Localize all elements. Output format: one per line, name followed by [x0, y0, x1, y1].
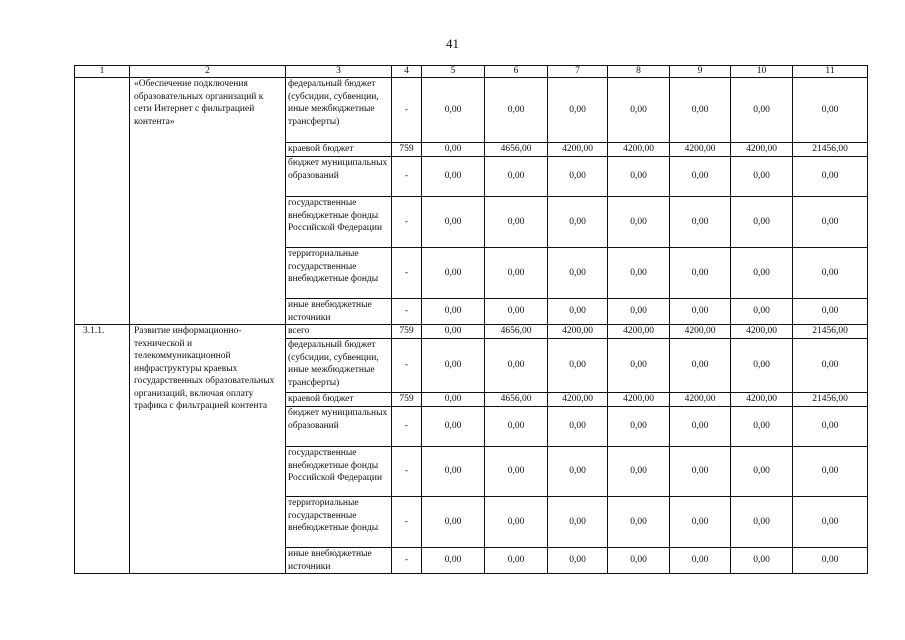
amount-cell: 0,00 — [670, 407, 731, 447]
amount-cell: 0,00 — [548, 339, 608, 393]
amount-cell: 0,00 — [608, 407, 670, 447]
funding-source: территориальные государственные внебюджетные фонды — [286, 497, 392, 548]
amount-cell: 0,00 — [485, 407, 548, 447]
funding-source: всего — [286, 325, 392, 339]
amount-cell: 21456,00 — [793, 143, 868, 157]
amount-cell: 4200,00 — [608, 325, 670, 339]
amount-cell: 0,00 — [422, 548, 485, 574]
column-number-1: 1 — [75, 66, 130, 78]
amount-cell: 0,00 — [793, 407, 868, 447]
column-number-10: 10 — [731, 66, 793, 78]
budget-code: 759 — [392, 393, 422, 407]
budget-code: - — [392, 78, 422, 143]
column-number-8: 8 — [608, 66, 670, 78]
amount-cell: 0,00 — [485, 248, 548, 299]
amount-cell: 0,00 — [731, 407, 793, 447]
amount-cell: 0,00 — [793, 339, 868, 393]
amount-cell: 0,00 — [422, 407, 485, 447]
budget-code: 759 — [392, 325, 422, 339]
amount-cell: 4200,00 — [548, 143, 608, 157]
amount-cell: 0,00 — [793, 157, 868, 197]
budget-code: - — [392, 157, 422, 197]
amount-cell: 0,00 — [731, 78, 793, 143]
funding-source: бюджет муниципальных образований — [286, 157, 392, 197]
funding-source: иные внебюджетные источники — [286, 299, 392, 325]
table-row — [75, 325, 868, 339]
funding-source: краевой бюджет — [286, 143, 392, 157]
amount-cell: 0,00 — [793, 497, 868, 548]
funding-source: государственные внебюджетные фонды Российской Федерации — [286, 447, 392, 497]
amount-cell: 4200,00 — [608, 143, 670, 157]
amount-cell: 0,00 — [422, 78, 485, 143]
amount-cell: 0,00 — [793, 248, 868, 299]
amount-cell: 0,00 — [608, 339, 670, 393]
amount-cell: 0,00 — [485, 497, 548, 548]
amount-cell: 0,00 — [485, 299, 548, 325]
amount-cell: 0,00 — [670, 248, 731, 299]
amount-cell: 0,00 — [548, 157, 608, 197]
amount-cell: 0,00 — [422, 157, 485, 197]
budget-code: 759 — [392, 143, 422, 157]
column-number-11: 11 — [793, 66, 868, 78]
amount-cell: 4200,00 — [548, 325, 608, 339]
amount-cell: 0,00 — [485, 548, 548, 574]
amount-cell: 0,00 — [485, 78, 548, 143]
amount-cell: 0,00 — [485, 197, 548, 248]
amount-cell: 0,00 — [670, 299, 731, 325]
column-number-6: 6 — [485, 66, 548, 78]
amount-cell: 0,00 — [793, 197, 868, 248]
amount-cell: 0,00 — [548, 447, 608, 497]
amount-cell: 4200,00 — [548, 393, 608, 407]
amount-cell: 0,00 — [670, 197, 731, 248]
budget-code: - — [392, 407, 422, 447]
funding-source: государственные внебюджетные фонды Российской Федерации — [286, 197, 392, 248]
amount-cell: 0,00 — [608, 447, 670, 497]
amount-cell: 0,00 — [793, 78, 868, 143]
column-number-5: 5 — [422, 66, 485, 78]
amount-cell: 0,00 — [548, 299, 608, 325]
amount-cell: 0,00 — [608, 248, 670, 299]
amount-cell: 0,00 — [731, 447, 793, 497]
budget-table — [74, 65, 868, 574]
item-code: 3.1.1. — [75, 325, 130, 574]
amount-cell: 4200,00 — [670, 325, 731, 339]
amount-cell: 0,00 — [485, 447, 548, 497]
amount-cell: 0,00 — [422, 325, 485, 339]
header-row — [75, 66, 868, 78]
amount-cell: 0,00 — [608, 548, 670, 574]
amount-cell: 0,00 — [485, 339, 548, 393]
funding-source: иные внебюджетные источники — [286, 548, 392, 574]
amount-cell: 0,00 — [793, 299, 868, 325]
amount-cell: 0,00 — [422, 339, 485, 393]
amount-cell: 0,00 — [422, 447, 485, 497]
amount-cell: 0,00 — [548, 78, 608, 143]
amount-cell: 0,00 — [608, 299, 670, 325]
amount-cell: 0,00 — [670, 339, 731, 393]
amount-cell: 21456,00 — [793, 393, 868, 407]
amount-cell: 0,00 — [422, 248, 485, 299]
amount-cell: 4200,00 — [670, 143, 731, 157]
amount-cell: 4200,00 — [731, 143, 793, 157]
amount-cell: 0,00 — [731, 497, 793, 548]
amount-cell: 0,00 — [731, 248, 793, 299]
amount-cell: 0,00 — [731, 197, 793, 248]
item-code — [75, 78, 130, 325]
amount-cell: 0,00 — [422, 497, 485, 548]
amount-cell: 0,00 — [608, 157, 670, 197]
amount-cell: 4656,00 — [485, 325, 548, 339]
amount-cell: 0,00 — [485, 157, 548, 197]
amount-cell: 21456,00 — [793, 325, 868, 339]
amount-cell: 0,00 — [548, 197, 608, 248]
column-number-3: 3 — [286, 66, 392, 78]
amount-cell: 4656,00 — [485, 143, 548, 157]
column-number-2: 2 — [130, 66, 286, 78]
amount-cell: 4200,00 — [608, 393, 670, 407]
amount-cell: 0,00 — [793, 447, 868, 497]
amount-cell: 0,00 — [670, 447, 731, 497]
amount-cell: 0,00 — [731, 548, 793, 574]
amount-cell: 0,00 — [670, 548, 731, 574]
amount-cell: 0,00 — [731, 299, 793, 325]
funding-source: федеральный бюджет (субсидии, субвенции, иные межбюджетные трансферты) — [286, 339, 392, 393]
funding-source: территориальные государственные внебюджетные фонды — [286, 248, 392, 299]
amount-cell: 0,00 — [608, 197, 670, 248]
budget-code: - — [392, 548, 422, 574]
budget-code: - — [392, 299, 422, 325]
amount-cell: 0,00 — [548, 407, 608, 447]
amount-cell: 0,00 — [548, 497, 608, 548]
amount-cell: 0,00 — [670, 78, 731, 143]
amount-cell: 0,00 — [422, 143, 485, 157]
amount-cell: 0,00 — [422, 197, 485, 248]
column-number-7: 7 — [548, 66, 608, 78]
amount-cell: 0,00 — [731, 339, 793, 393]
table-row — [75, 78, 868, 143]
amount-cell: 4656,00 — [485, 393, 548, 407]
budget-code: - — [392, 248, 422, 299]
amount-cell: 0,00 — [731, 157, 793, 197]
item-title: «Обеспечение подключения образовательных организаций к сети Интернет с фильтрацией контента» — [130, 78, 286, 325]
funding-source: краевой бюджет — [286, 393, 392, 407]
funding-source: федеральный бюджет (субсидии, субвенции, иные межбюджетные трансферты) — [286, 78, 392, 143]
column-number-4: 4 — [392, 66, 422, 78]
page-number: 41 — [446, 36, 459, 51]
amount-cell: 0,00 — [608, 497, 670, 548]
amount-cell: 0,00 — [670, 157, 731, 197]
budget-code: - — [392, 447, 422, 497]
amount-cell: 0,00 — [670, 497, 731, 548]
column-number-9: 9 — [670, 66, 731, 78]
item-title: Развитие информационно-технической и телекоммуникационной инфраструктуры краевых государственных образовательных организаций, включая оплату трафика с фильтрацией контента — [130, 325, 286, 574]
budget-code: - — [392, 339, 422, 393]
amount-cell: 0,00 — [548, 548, 608, 574]
funding-source: бюджет муниципальных образований — [286, 407, 392, 447]
amount-cell: 0,00 — [608, 78, 670, 143]
amount-cell: 0,00 — [422, 299, 485, 325]
budget-code: - — [392, 197, 422, 248]
amount-cell: 0,00 — [793, 548, 868, 574]
amount-cell: 0,00 — [422, 393, 485, 407]
amount-cell: 4200,00 — [731, 393, 793, 407]
budget-code: - — [392, 497, 422, 548]
amount-cell: 0,00 — [548, 248, 608, 299]
amount-cell: 4200,00 — [670, 393, 731, 407]
amount-cell: 4200,00 — [731, 325, 793, 339]
